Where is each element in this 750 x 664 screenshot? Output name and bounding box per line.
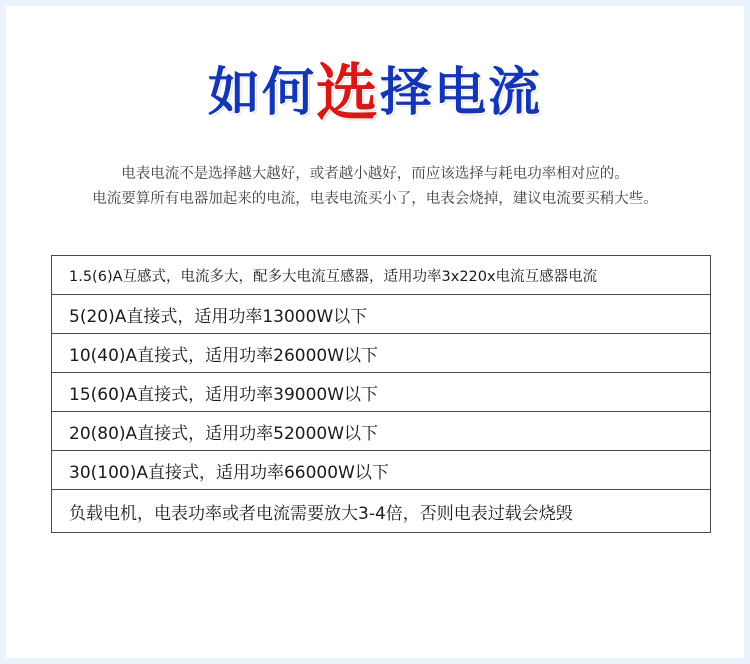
- table-row: 30(100)A直接式，适用功率66000W以下: [52, 451, 710, 490]
- table-row: 负载电机，电表功率或者电流需要放大3-4倍，否则电表过载会烧毁: [52, 490, 710, 533]
- poster-content: [6, 6, 744, 658]
- table-row: 10(40)A直接式，适用功率26000W以下: [52, 334, 710, 373]
- table-row: 15(60)A直接式，适用功率39000W以下: [52, 373, 710, 412]
- page-title-part1: 如何: [207, 63, 316, 123]
- page-title: [6, 56, 744, 129]
- subtitle-line-2: 电流要算所有电器加起来的电流，电表电流买小了，电表会烧掉，建议电流要买稍大些。: [92, 191, 658, 207]
- table-row: 5(20)A直接式，适用功率13000W以下: [52, 295, 710, 334]
- table-row: 1.5(6)A互感式，电流多大，配多大电流互感器，适用功率3x220x电流互感器电流: [52, 256, 710, 295]
- subtitle-line-1: 电表电流不是选择越大越好，或者越小越好，而应该选择与耗电功率相对应的。: [121, 166, 629, 182]
- page-title-highlight: 选: [315, 56, 380, 129]
- page-title-part2: 择电流: [380, 63, 543, 123]
- subtitle-block: [6, 162, 744, 212]
- table-row: 20(80)A直接式，适用功率52000W以下: [52, 412, 710, 451]
- current-spec-table: [51, 255, 711, 533]
